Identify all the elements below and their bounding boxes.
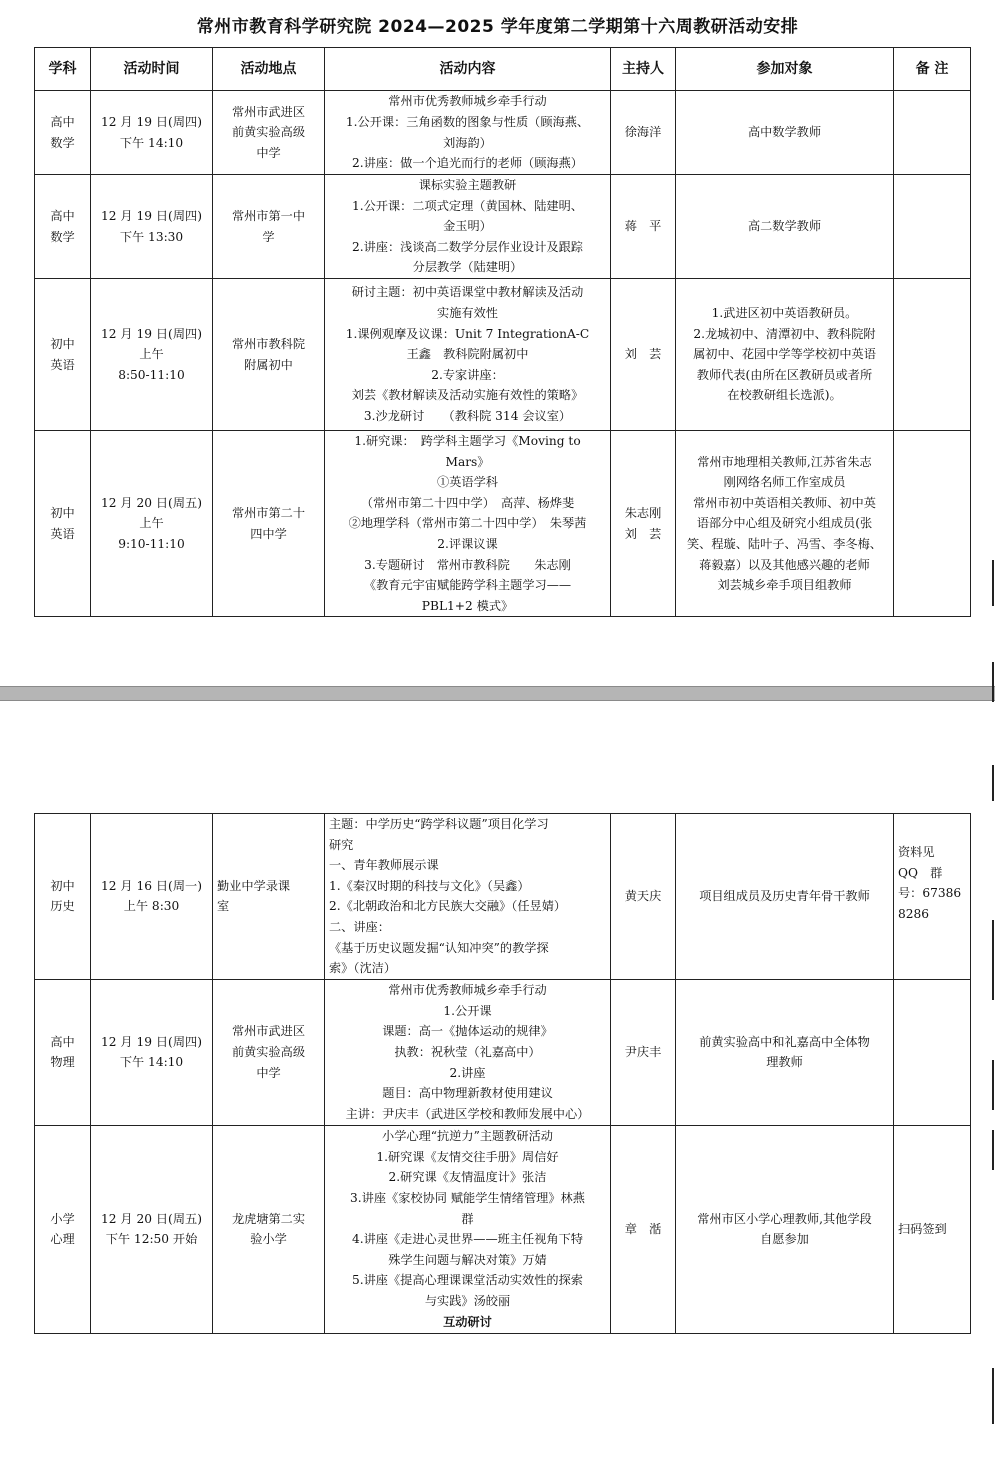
page-edge-marker (992, 1060, 994, 1110)
cell-note (894, 175, 971, 279)
cell-host: 尹庆丰 (611, 979, 676, 1125)
header-content: 活动内容 (325, 48, 611, 91)
cell-subject: 高中 数学 (35, 175, 91, 279)
cell-note (894, 279, 971, 431)
table-row (35, 431, 971, 617)
cell-place: 龙虎塘第二实 验小学 (213, 1125, 325, 1333)
cell-place: 常州市第一中 学 (213, 175, 325, 279)
page-edge-marker (992, 1130, 994, 1170)
page-edge-marker (992, 662, 994, 702)
cell-place: 勤业中学录课 室 (213, 814, 325, 980)
cell-time: 12 月 20 日(周五) 上午 9:10-11:10 (91, 431, 213, 617)
header-time: 活动时间 (91, 48, 213, 91)
cell-content: 1.研究课： 跨学科主题学习《Moving to Mars》 ①英语学科 （常州市第二十四中学） 高萍、杨烨斐 ②地理学科（常州市第二十四中学） 朱琴茜 2.评课议课 3.专题研讨 常州市教科院 朱志刚 《教育元宇宙赋能跨学科主题学习—— PBL1+2 模式》 (325, 431, 611, 617)
cell-participants: 高二数学教师 (676, 175, 894, 279)
cell-content: 小学心理“抗逆力”主题教研活动 1.研究课《友情交往手册》周信好 2.研究课《友情温度计》张洁 3.讲座《家校协同 赋能学生情绪管理》林燕 群 4.讲座《走进心灵世界——班主任视角下特 殊学生问题与解决对策》万婧 5.讲座《提高心理课课堂活动实效性的探索 与实践》汤皎丽 互动研讨 (325, 1125, 611, 1333)
cell-time: 12 月 16 日(周一) 上午 8:30 (91, 814, 213, 980)
cell-subject: 高中 数学 (35, 91, 91, 175)
cell-subject: 小学 心理 (35, 1125, 91, 1333)
header-subject: 学科 (35, 48, 91, 91)
cell-host: 刘 芸 (611, 279, 676, 431)
page-edge-marker (992, 560, 994, 606)
cell-note (894, 979, 971, 1125)
cell-host: 朱志刚 刘 芸 (611, 431, 676, 617)
cell-content: 课标实验主题教研 1.公开课：二项式定理（黄国林、陆建明、 金玉明） 2.讲座：浅谈高二数学分层作业设计及跟踪 分层教学（陆建明） (325, 175, 611, 279)
table-row (35, 814, 971, 980)
schedule-table-page-1 (34, 47, 971, 617)
cell-time: 12 月 19 日(周四) 下午 14:10 (91, 979, 213, 1125)
cell-host: 蒋 平 (611, 175, 676, 279)
table-row (35, 279, 971, 431)
cell-content: 主题：中学历史“跨学科议题”项目化学习 研究 一、青年教师展示课 1.《秦汉时期的科技与文化》（吴鑫） 2.《北朝政治和北方民族大交融》（任昱婧） 二、讲座： 《基于历史议题发掘“认知冲突”的教学探 索》（沈洁） (325, 814, 611, 980)
cell-note (894, 431, 971, 617)
cell-subject: 高中 物理 (35, 979, 91, 1125)
cell-time: 12 月 19 日(周四) 上午 8:50-11:10 (91, 279, 213, 431)
content-bold-line: 互动研讨 (443, 1314, 492, 1329)
cell-time: 12 月 19 日(周四) 下午 13:30 (91, 175, 213, 279)
table-row (35, 91, 971, 175)
cell-subject: 初中 英语 (35, 279, 91, 431)
cell-host: 章 湉 (611, 1125, 676, 1333)
cell-participants: 项目组成员及历史青年骨干教师 (676, 814, 894, 980)
cell-time: 12 月 20 日(周五) 下午 12:50 开始 (91, 1125, 213, 1333)
page-edge-marker (992, 920, 994, 1000)
cell-note: 扫码签到 (894, 1125, 971, 1333)
page-title: 常州市教育科学研究院 2024—2025 学年度第二学期第十六周教研活动安排 (196, 17, 799, 37)
cell-place: 常州市武进区 前黄实验高级 中学 (213, 979, 325, 1125)
table-header-row (35, 48, 971, 91)
cell-time: 12 月 19 日(周四) 下午 14:10 (91, 91, 213, 175)
cell-place: 常州市教科院 附属初中 (213, 279, 325, 431)
cell-host: 徐海洋 (611, 91, 676, 175)
cell-content: 常州市优秀教师城乡牵手行动 1.公开课 课题：高一《抛体运动的规律》 执教：祝秋莹（礼嘉高中） 2.讲座 题目：高中物理新教材使用建议 主讲：尹庆丰（武进区学校和教师发展中心） (325, 979, 611, 1125)
page-edge-marker (992, 765, 994, 801)
header-host: 主持人 (611, 48, 676, 91)
table-row (35, 175, 971, 279)
cell-participants: 前黄实验高中和礼嘉高中全体物 理教师 (676, 979, 894, 1125)
cell-subject: 初中 历史 (35, 814, 91, 980)
table-row (35, 1125, 971, 1333)
cell-note: 资料见 QQ 群 号：67386 8286 (894, 814, 971, 980)
header-place: 活动地点 (213, 48, 325, 91)
cell-content: 研讨主题：初中英语课堂中教材解读及活动 实施有效性 1.课例观摩及议课：Unit 7 IntegrationA-C 王鑫 教科院附属初中 2.专家讲座： 刘芸《教材解读及活动实施有效性的策略》 3.沙龙研讨 （教科院 314 会议室） (325, 279, 611, 431)
cell-host: 黄天庆 (611, 814, 676, 980)
cell-place: 常州市武进区 前黄实验高级 中学 (213, 91, 325, 175)
cell-note (894, 91, 971, 175)
cell-subject: 初中 英语 (35, 431, 91, 617)
header-note: 备 注 (894, 48, 971, 91)
cell-participants: 常州市区小学心理教师,其他学段 自愿参加 (676, 1125, 894, 1333)
cell-content: 常州市优秀教师城乡牵手行动 1.公开课：三角函数的图象与性质（顾海燕、 刘海韵） 2.讲座：做一个追光而行的老师（顾海燕） (325, 91, 611, 175)
header-participants: 参加对象 (676, 48, 894, 91)
cell-place: 常州市第二十 四中学 (213, 431, 325, 617)
cell-participants: 1.武进区初中英语教研员。 2.龙城初中、清潭初中、教科院附 属初中、花园中学等学校初中英语 教师代表(由所在区教研员或者所 在校教研组长选派)。 (676, 279, 894, 431)
page-separator (0, 686, 995, 701)
cell-participants: 高中数学教师 (676, 91, 894, 175)
schedule-table-page-2 (34, 813, 971, 1334)
page-edge-marker (992, 1368, 994, 1424)
table-row (35, 979, 971, 1125)
cell-participants: 常州市地理相关教师,江苏省朱志 刚网络名师工作室成员 常州市初中英语相关教师、初中英 语部分中心组及研究小组成员(张 笑、程璇、陆叶子、冯雪、李冬梅、 蒋毅嘉）以及其他感兴趣的老师 刘芸城乡牵手项目组教师 (676, 431, 894, 617)
